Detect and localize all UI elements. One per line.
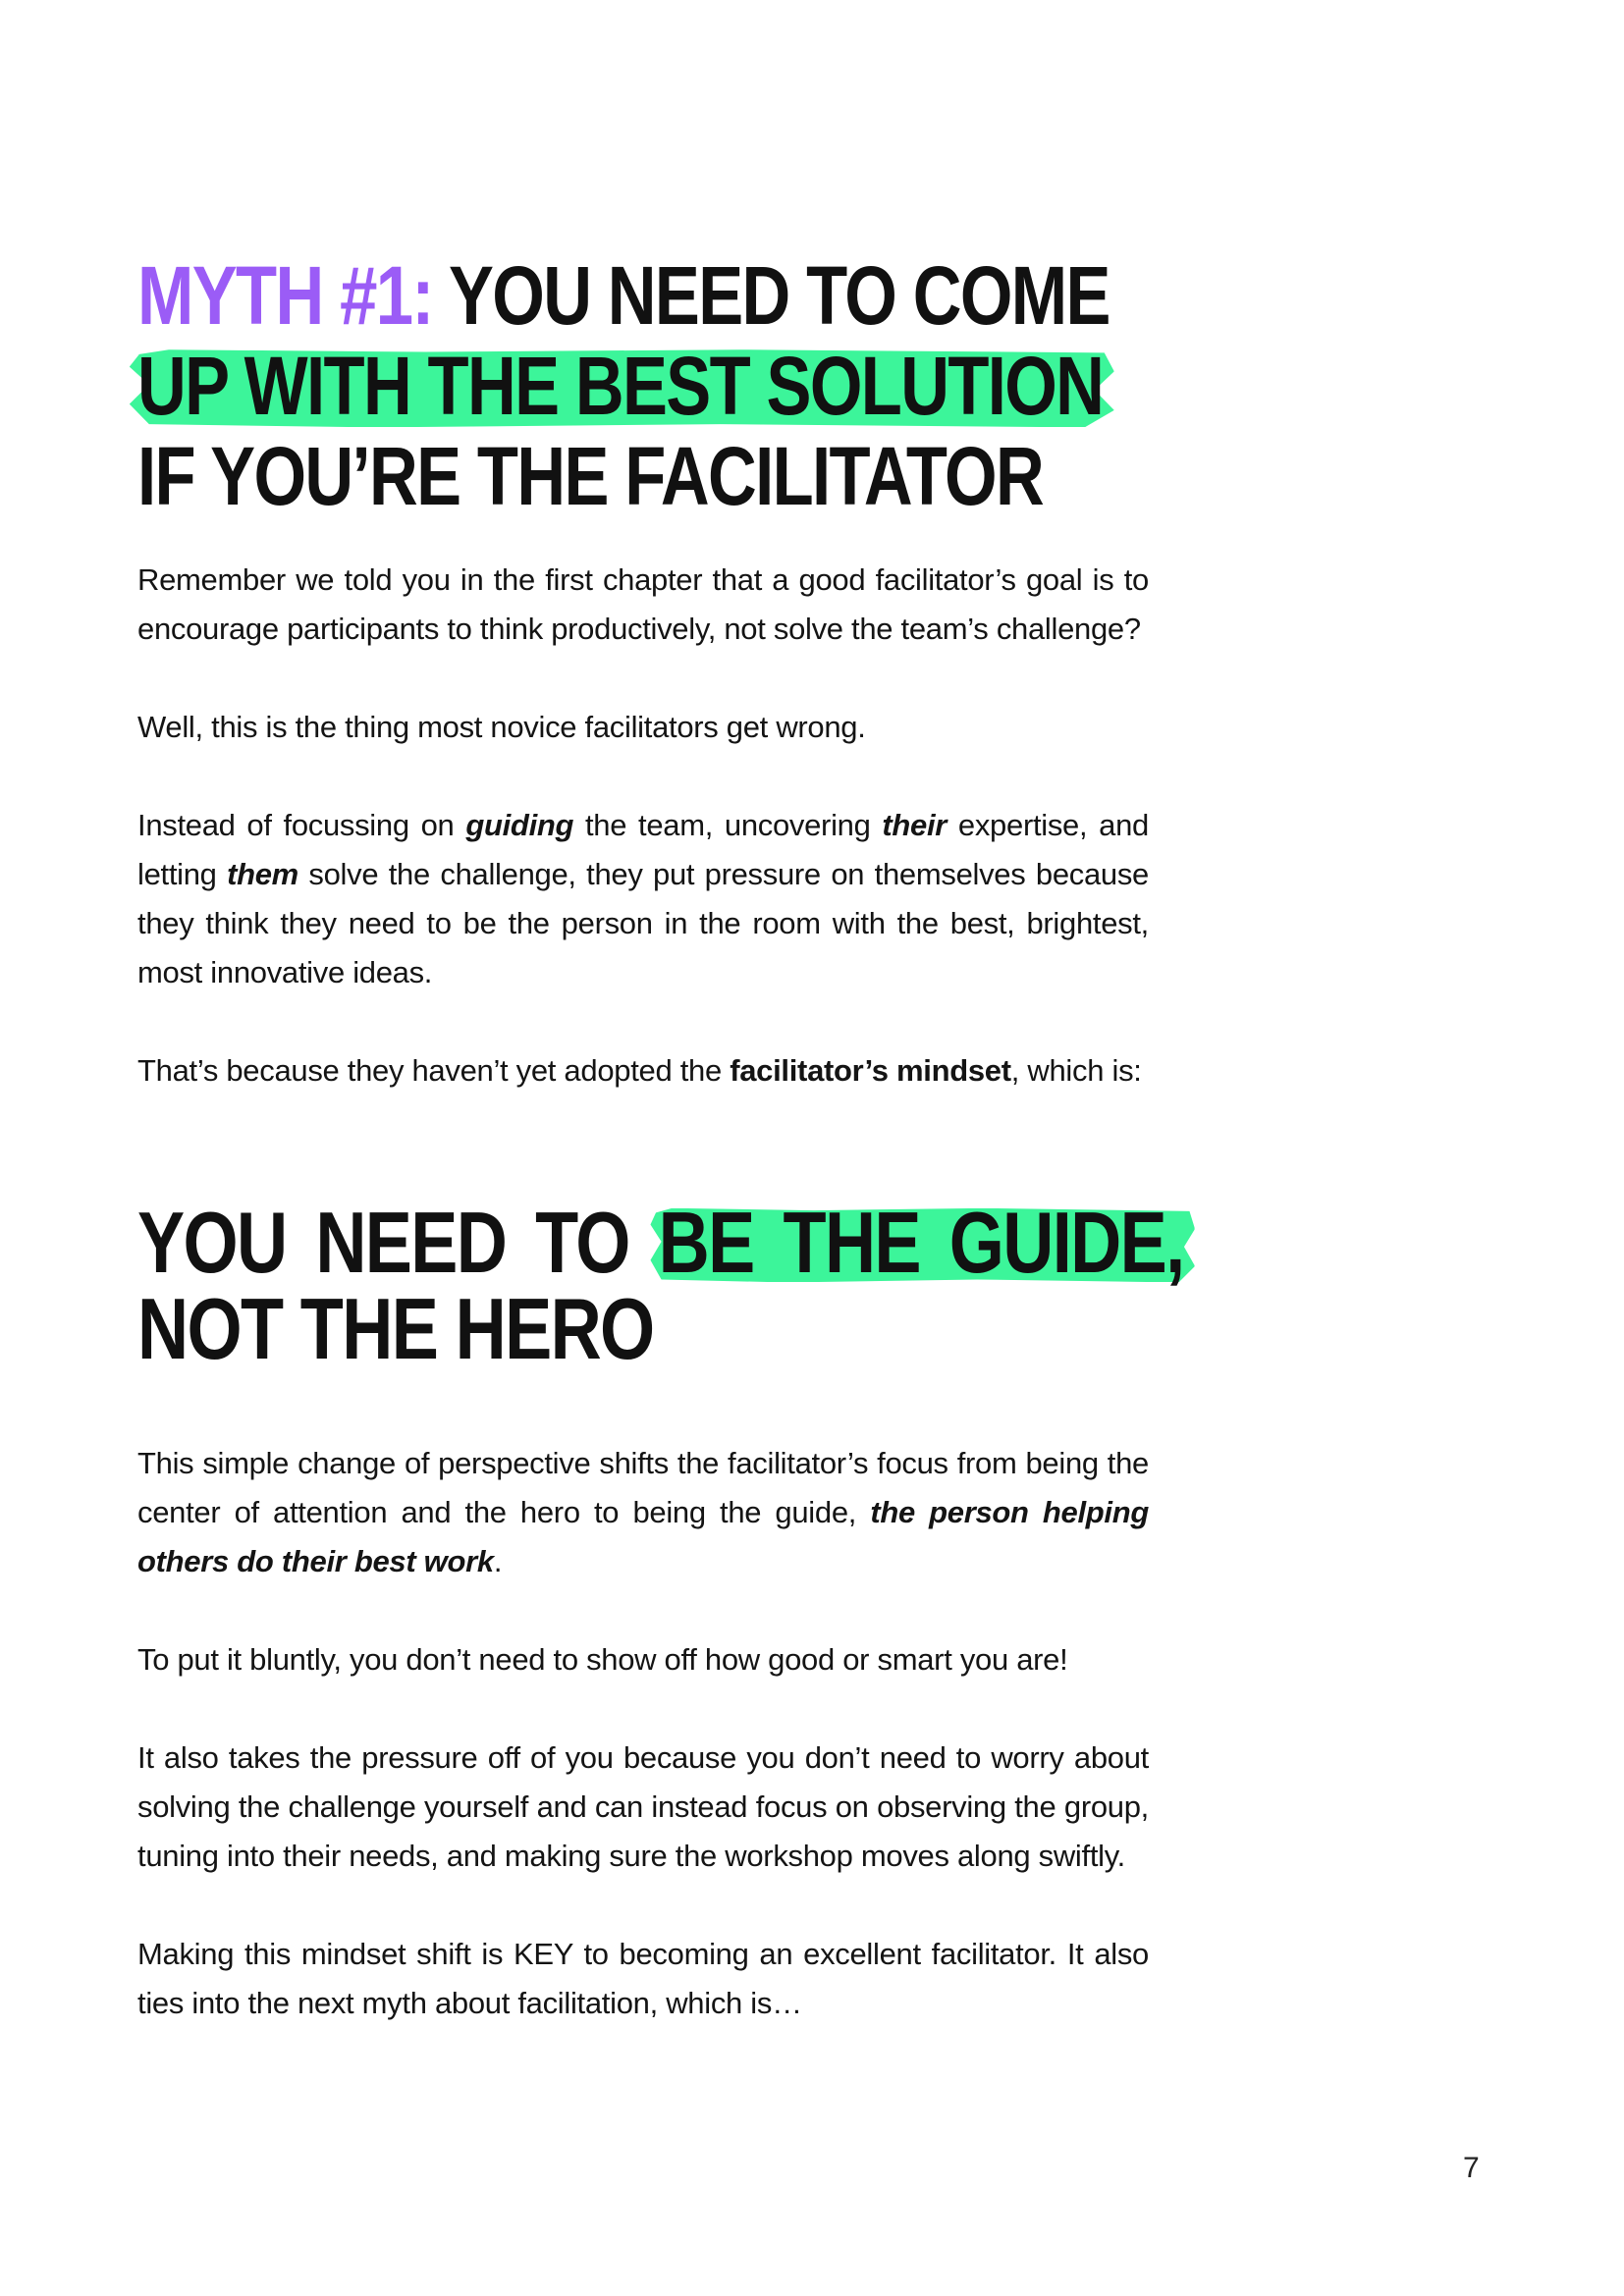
paragraph-key-shift: Making this mindset shift is KEY to becoming an excellent facilitator. It also ties into the next myth about facilitation, which is… bbox=[137, 1937, 1149, 2020]
paragraph-mindset-intro bbox=[137, 1046, 1149, 1095]
paragraph-pressure-text-1: Instead of focussing on bbox=[137, 808, 466, 842]
myth-heading bbox=[137, 250, 1152, 521]
guide-heading bbox=[137, 1194, 1184, 1377]
guide-heading-plain: YOU NEED TO bbox=[137, 1194, 659, 1291]
paragraph-pressure-text-3: expertise, and letting bbox=[137, 808, 1149, 891]
paragraph-perspective-shift bbox=[137, 1439, 1149, 1586]
paragraph-pressure-text-2: the team, uncovering bbox=[573, 808, 883, 842]
paragraph-facilitator-goal: Remember we told you in the first chapter that a good facilitator’s goal is to encourage participants to think productively, not solve the team’s challenge? bbox=[137, 562, 1149, 646]
guide-heading-highlight: BE THE GUIDE, bbox=[658, 1194, 1184, 1291]
paragraph-perspective-text-1: This simple change of perspective shifts the facilitator’s focus from being the center of attention and the hero to being the guide, bbox=[137, 1446, 1149, 1529]
myth-heading-line-2 bbox=[137, 341, 1152, 431]
myth-heading-line-3: IF YOU’RE THE FACILITATOR bbox=[137, 430, 1044, 522]
paragraph-pressure-off: It also takes the pressure off of you because you don’t need to worry about solving the challenge yourself and can instead focus on observing the group, tuning into their needs, and making sure the workshop moves along swiftly. bbox=[137, 1740, 1149, 1873]
emphasis-them: them bbox=[227, 857, 298, 891]
paragraph-perspective-text-2: . bbox=[493, 1544, 503, 1578]
paragraph-mindset-text-2: , which is: bbox=[1010, 1053, 1142, 1088]
paragraph-pressure-text-4: solve the challenge, they put pressure on themselves because they think they need to be the person in the room with the best, brightest, most innovative ideas. bbox=[137, 857, 1149, 989]
myth-heading-highlight: UP WITH THE BEST SOLUTION bbox=[137, 340, 1104, 432]
paragraph-pressure bbox=[137, 801, 1149, 997]
bold-facilitators-mindset: facilitator’s mindset bbox=[730, 1053, 1011, 1088]
myth-heading-line-1-text: YOU NEED TO COME bbox=[432, 249, 1110, 342]
guide-heading-line-2: NOT THE HERO bbox=[137, 1280, 654, 1377]
emphasis-person-helping: the person helping others do their best work bbox=[137, 1495, 1150, 1578]
paragraph-novice-mistake: Well, this is the thing most novice facilitators get wrong. bbox=[137, 710, 866, 744]
paragraph-bluntly: To put it bluntly, you don’t need to show off how good or smart you are! bbox=[137, 1642, 1068, 1677]
guide-heading-line-1 bbox=[137, 1194, 1184, 1291]
myth-number-label: MYTH #1: bbox=[137, 249, 433, 342]
myth-heading-line-1 bbox=[137, 250, 1152, 341]
paragraph-mindset-text-1: That’s because they haven’t yet adopted the bbox=[137, 1053, 731, 1088]
emphasis-guiding: guiding bbox=[465, 808, 574, 842]
page-number: 7 bbox=[1463, 2152, 1480, 2184]
emphasis-their: their bbox=[882, 808, 947, 842]
